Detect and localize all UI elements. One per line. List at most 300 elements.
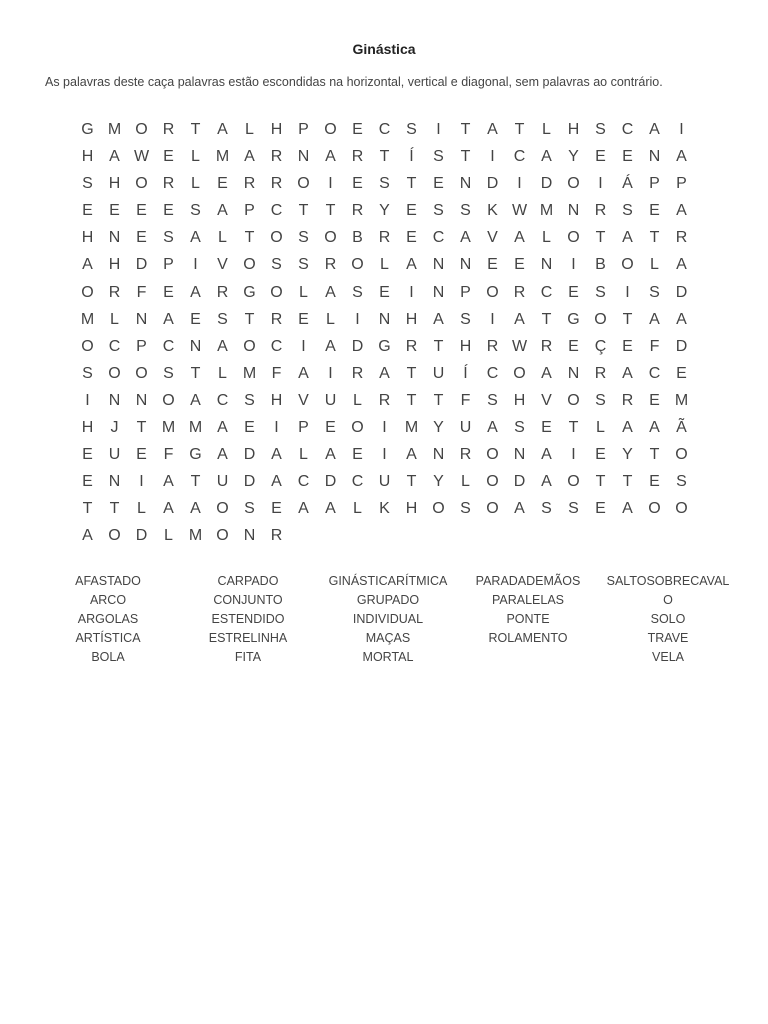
grid-letter: P [298,419,309,437]
grid-letter: A [190,391,201,409]
grid-letter: I [328,175,333,193]
word-item: BOLA [91,650,125,664]
grid-letter: A [541,473,552,491]
grid-letter: T [433,337,444,355]
grid-letter: C [486,364,499,382]
grid-letter: I [382,446,387,464]
grid-letter: P [244,202,255,220]
grid-letter: P [649,175,660,193]
grid-letter: O [567,391,580,409]
grid-letter: O [135,364,148,382]
grid-letter: R [513,283,526,301]
grid-letter: Á [622,175,633,193]
grid-letter: I [436,121,441,138]
grid-letter: O [486,446,499,464]
grid-letter: E [568,283,579,301]
grid-letter: D [486,175,499,193]
grid-letter: A [541,446,552,464]
grid-letter: A [82,527,93,545]
grid-letter: S [649,283,660,301]
grid-letter: F [460,391,471,409]
grid-letter: E [541,419,552,437]
grid-letter: N [432,446,445,464]
word-item: CONJUNTO [213,593,283,607]
grid-letter: L [353,500,362,518]
word-item: ESTENDIDO [211,612,285,626]
grid-letter: M [242,364,257,382]
grid-letter: P [676,175,687,193]
grid-letter: L [299,283,308,301]
grid-letter: R [351,202,364,220]
grid-letter: H [405,310,418,328]
grid-letter: E [190,310,201,328]
grid-letter: G [378,337,391,355]
grid-letter: D [675,283,688,301]
grid-letter: I [274,419,279,437]
grid-letter: T [514,121,525,138]
grid-letter: I [571,256,576,274]
grid-letter: A [676,148,687,166]
grid-letter: P [136,337,147,355]
grid-letter: F [649,337,660,355]
grid-letter: A [649,310,660,328]
grid-letter: E [82,473,93,491]
grid-letter: I [301,337,306,355]
grid-letter: U [378,473,391,491]
grid-letter: O [270,283,283,301]
word-item: INDIVIDUAL [352,612,424,626]
grid-letter: A [676,202,687,220]
grid-letter: O [513,364,526,382]
grid-letter: A [487,419,498,437]
grid-letter: C [648,364,661,382]
grid-letter: A [325,446,336,464]
grid-letter: O [621,256,634,274]
grid-letter: E [622,337,633,355]
grid-letter: S [379,175,390,193]
grid-letter: S [595,283,606,301]
grid-letter: I [355,310,360,328]
grid-letter: A [325,148,336,166]
grid-letter: D [513,473,526,491]
grid-letter: N [459,175,472,193]
grid-letter: C [297,473,310,491]
word-item: MORTAL [362,650,414,664]
grid-letter: O [486,500,499,518]
grid-letter: N [243,527,256,545]
grid-letter: E [136,202,147,220]
grid-letter: A [163,473,174,491]
word-search-grid [74,116,695,550]
grid-letter: R [243,175,256,193]
grid-letter: S [244,391,255,409]
grid-letter: O [108,364,121,382]
word-item: ESTRELINHA [208,631,288,645]
grid-letter: H [459,337,472,355]
grid-letter: F [163,446,174,464]
grid-letter: E [649,391,660,409]
grid-letter: S [460,500,471,518]
grid-letter: E [352,121,363,138]
grid-letter: A [460,229,471,247]
grid-letter: I [85,391,90,409]
grid-letter: H [513,391,526,409]
grid-letter: W [511,202,528,220]
grid-letter: E [433,175,444,193]
grid-letter: A [325,283,336,301]
grid-letter: A [217,337,228,355]
grid-letter: A [676,256,687,274]
grid-letter: C [621,121,634,138]
grid-letter: O [324,121,337,138]
grid-letter: U [108,446,121,464]
grid-letter: A [190,500,201,518]
grid-letter: S [298,256,309,274]
grid-letter: T [406,391,417,409]
grid-letter: R [540,337,553,355]
grid-letter: E [325,419,336,437]
grid-letter: C [378,121,391,138]
grid-letter: O [675,446,688,464]
grid-letter: T [433,391,444,409]
grid-letter: O [648,500,661,518]
grid-letter: E [487,256,498,274]
grid-letter: V [541,391,552,409]
grid-letter: I [490,148,495,166]
grid-letter: D [675,337,688,355]
grid-letter: T [136,419,147,437]
grid-letter: K [487,202,498,220]
grid-letter: E [406,202,417,220]
grid-letter: O [81,283,94,301]
grid-letter: N [135,391,148,409]
grid-letter: R [270,148,283,166]
grid-letter: A [622,419,633,437]
grid-letter: E [136,446,147,464]
grid-letter: M [674,391,689,409]
grid-letter: O [243,256,256,274]
grid-letter: A [109,148,120,166]
word-item: GRUPADO [356,593,420,607]
grid-letter: S [541,500,552,518]
grid-letter: F [136,283,147,301]
grid-letter: S [460,310,471,328]
grid-letter: A [406,446,417,464]
grid-letter: T [541,310,552,328]
word-column [38,572,178,667]
grid-letter: E [82,446,93,464]
grid-letter: W [511,337,528,355]
grid-letter: R [594,364,607,382]
grid-letter: A [541,364,552,382]
grid-letter: N [513,446,526,464]
grid-letter: A [622,500,633,518]
grid-letter: M [107,121,122,138]
grid-letter: U [216,473,229,491]
grid-letter: H [108,175,121,193]
grid-letter: E [568,337,579,355]
grid-letter: A [433,310,444,328]
grid-letter: I [409,283,414,301]
grid-letter: S [406,121,417,138]
grid-letter: T [190,473,201,491]
grid-letter: A [163,310,174,328]
grid-letter: T [406,175,417,193]
word-item: SOLO [650,612,686,626]
grid-letter: M [404,419,419,437]
grid-letter: Ç [594,337,607,355]
grid-letter: N [189,337,202,355]
grid-letter: E [163,283,174,301]
grid-letter: T [622,310,633,328]
grid-letter: E [379,283,390,301]
grid-letter: N [648,148,661,166]
grid-letter: L [380,256,389,274]
grid-letter: O [108,527,121,545]
grid-letter: L [218,364,227,382]
grid-letter: O [216,500,229,518]
grid-letter: K [379,500,390,518]
grid-letter: U [459,419,472,437]
grid-letter: G [81,121,94,138]
grid-letter: I [517,175,522,193]
grid-letter: A [163,500,174,518]
grid-letter: P [298,121,309,138]
grid-letter: R [270,527,283,545]
grid-letter: S [433,202,444,220]
word-item: TRAVE [647,631,689,645]
grid-letter: T [109,500,120,518]
word-item: ROLAMENTO [488,631,568,645]
grid-letter: N [432,256,445,274]
grid-letter: T [379,148,390,166]
grid-letter: I [490,310,495,328]
grid-letter: C [216,391,229,409]
grid-letter: L [191,175,200,193]
grid-letter: B [352,229,363,247]
grid-letter: E [514,256,525,274]
grid-letter: R [486,337,499,355]
grid-letter: S [568,500,579,518]
word-item: GINÁSTICARÍTMICA [328,574,448,588]
grid-letter: O [216,527,229,545]
word-item: ARTÍSTICA [75,631,141,645]
grid-letter: G [243,283,256,301]
grid-letter: C [270,337,283,355]
grid-letter: R [351,364,364,382]
grid-letter: I [139,473,144,491]
grid-letter: H [81,229,94,247]
grid-letter: T [190,121,201,138]
word-item: ARCO [89,593,127,607]
grid-letter: A [541,148,552,166]
grid-letter: S [595,391,606,409]
grid-letter: T [325,202,336,220]
grid-letter: H [567,121,580,138]
grid-letter: S [244,500,255,518]
grid-letter: N [459,256,472,274]
grid-letter: H [81,148,94,166]
grid-letter: M [539,202,554,220]
grid-letter: A [190,283,201,301]
grid-letter: D [540,175,553,193]
grid-letter: T [82,500,93,518]
grid-letter: A [271,473,282,491]
grid-letter: R [405,337,418,355]
grid-letter: S [82,175,93,193]
grid-letter: O [567,175,580,193]
grid-letter: S [82,364,93,382]
grid-letter: A [217,419,228,437]
grid-letter: Í [409,148,414,166]
grid-letter: T [622,473,633,491]
grid-letter: C [432,229,445,247]
grid-letter: O [567,473,580,491]
grid-letter: M [80,310,95,328]
word-item: AFASTADO [75,574,141,588]
grid-letter: V [217,256,228,274]
grid-letter: O [81,337,94,355]
word-item: CARPADO [217,574,279,588]
grid-letter: L [137,500,146,518]
grid-letter: E [352,446,363,464]
grid-letter: L [461,473,470,491]
grid-letter: R [594,202,607,220]
grid-letter: A [325,337,336,355]
grid-letter: S [217,310,228,328]
word-column [458,572,598,667]
grid-letter: R [108,283,121,301]
grid-letter: S [271,256,282,274]
grid-letter: H [270,121,283,138]
grid-letter: E [109,202,120,220]
grid-letter: O [135,121,148,138]
grid-letter: C [351,473,364,491]
grid-letter: I [571,446,576,464]
grid-letter: L [299,446,308,464]
page-title: Ginástica [352,41,416,57]
grid-letter: B [595,256,606,274]
grid-letter: R [270,175,283,193]
grid-letter: E [298,310,309,328]
grid-letter: R [270,310,283,328]
grid-letter: L [164,527,173,545]
grid-letter: M [188,419,203,437]
grid-letter: A [325,500,336,518]
grid-letter: I [679,121,684,138]
word-item: PONTE [506,612,550,626]
grid-letter: T [406,364,417,382]
grid-letter: R [459,446,472,464]
grid-letter: O [675,500,688,518]
grid-letter: R [351,148,364,166]
grid-letter: O [297,175,310,193]
grid-letter: O [162,391,175,409]
grid-letter: W [133,148,150,166]
grid-letter: O [567,229,580,247]
grid-letter: E [649,473,660,491]
grid-letter: T [244,310,255,328]
grid-letter: S [595,121,606,138]
grid-letter: O [486,283,499,301]
grid-letter: R [378,229,391,247]
grid-letter: M [161,419,176,437]
grid-letter: A [217,202,228,220]
grid-letter: A [622,229,633,247]
grid-letter: R [162,121,175,138]
grid-letter: L [218,229,227,247]
grid-letter: R [621,391,634,409]
grid-letter: L [245,121,254,138]
grid-letter: N [297,148,310,166]
grid-letter: S [298,229,309,247]
grid-letter: R [675,229,688,247]
grid-letter: S [352,283,363,301]
grid-letter: O [594,310,607,328]
word-item: O [663,593,673,607]
grid-letter: T [649,446,660,464]
grid-letter: L [596,419,605,437]
grid-letter: Y [622,446,633,464]
grid-letter: O [324,229,337,247]
grid-letter: A [217,121,228,138]
grid-letter: L [191,148,200,166]
grid-letter: D [324,473,337,491]
grid-letter: P [460,283,471,301]
grid-letter: E [406,229,417,247]
grid-letter: L [110,310,119,328]
grid-letter: E [244,419,255,437]
grid-letter: H [108,256,121,274]
grid-letter: C [162,337,175,355]
grid-letter: T [460,148,471,166]
grid-letter: P [163,256,174,274]
grid-letter: D [135,256,148,274]
grid-letter: C [108,337,121,355]
grid-letter: N [378,310,391,328]
grid-letter: N [432,283,445,301]
grid-letter: I [328,364,333,382]
grid-letter: I [625,283,630,301]
grid-letter: D [243,473,256,491]
grid-letter: D [135,527,148,545]
grid-letter: L [542,229,551,247]
word-column [178,572,318,667]
grid-letter: T [244,229,255,247]
grid-letter: N [567,202,580,220]
grid-letter: H [405,500,418,518]
grid-letter: C [513,148,526,166]
grid-letter: C [540,283,553,301]
grid-letter: S [163,364,174,382]
word-list [38,572,738,667]
grid-letter: O [270,229,283,247]
grid-letter: E [649,202,660,220]
grid-letter: R [162,175,175,193]
grid-letter: L [542,121,551,138]
grid-letter: L [353,391,362,409]
grid-letter: E [82,202,93,220]
word-item: FITA [234,650,262,664]
grid-letter: E [163,148,174,166]
grid-letter: N [108,229,121,247]
grid-letter: A [649,419,660,437]
grid-letter: H [81,419,94,437]
grid-letter: A [190,229,201,247]
grid-letter: E [271,500,282,518]
grid-letter: S [676,473,687,491]
instructions-text: As palavras deste caça palavras estão escondidas na horizontal, vertical e diagonal, sem palavras ao contrário. [45,75,663,89]
